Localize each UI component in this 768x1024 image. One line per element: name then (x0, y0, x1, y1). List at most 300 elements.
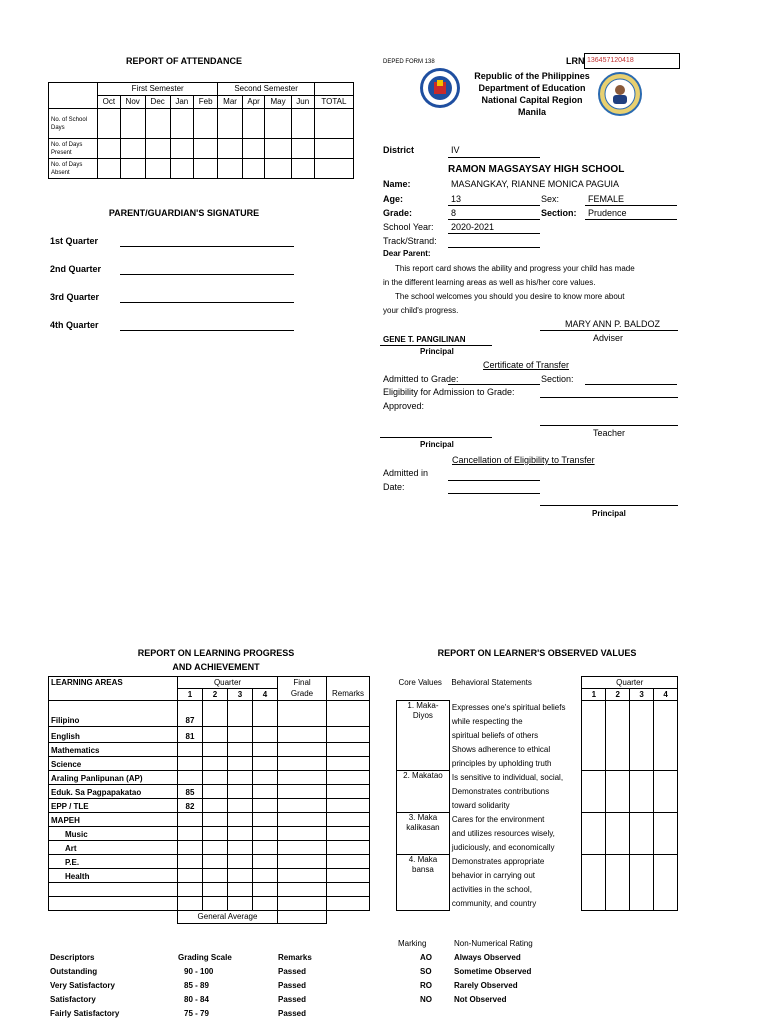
form-number: DEPED FORM 138 (383, 59, 435, 65)
grade-value: 8 (451, 208, 457, 218)
transfer-principal-label: Principal (420, 440, 454, 449)
behavior-statement: judiciously, and economically (449, 841, 582, 855)
rating-header: Non-Numerical Rating (454, 939, 533, 948)
values-row (397, 813, 678, 827)
values-rating-cell[interactable] (654, 771, 678, 813)
attendance-row-label (49, 109, 98, 139)
subject-row (49, 869, 370, 883)
grade-cell[interactable] (203, 771, 228, 785)
track-label: Track/Strand: (383, 236, 437, 246)
grade-cell[interactable] (203, 869, 228, 883)
grade-cell[interactable] (203, 827, 228, 841)
attendance-cell[interactable] (193, 159, 217, 179)
adviser-label: Adviser (593, 333, 624, 343)
attendance-cell[interactable] (242, 159, 265, 179)
grade-cell[interactable] (278, 841, 327, 855)
subject-q1-grade: 87 (178, 701, 203, 727)
behavior-statement: Is sensitive to individual, social, (449, 771, 582, 785)
grade-cell[interactable] (228, 799, 253, 813)
month-feb: Feb (193, 96, 217, 109)
section-value: Prudence (588, 208, 627, 218)
subject-row (49, 727, 370, 743)
agency-line: Department of Education (478, 83, 586, 93)
values-rating-cell[interactable] (630, 701, 654, 771)
sex-label: Sex: (541, 194, 560, 204)
subject-name: EPP / TLE (49, 799, 178, 813)
month-jan: Jan (170, 96, 193, 109)
marking-code: AO (420, 953, 432, 962)
agency-line: National Capital Region (481, 95, 583, 105)
attendance-cell[interactable] (98, 109, 121, 139)
grade-cell[interactable] (327, 785, 370, 799)
grade-cell[interactable] (327, 771, 370, 785)
total-header: TOTAL (314, 96, 353, 109)
behavior-statement: activities in the school, (449, 883, 582, 897)
dear-parent: Dear Parent: (383, 249, 431, 258)
attendance-cell[interactable] (170, 159, 193, 179)
grade-cell[interactable] (278, 785, 327, 799)
general-average-label: General Average (178, 911, 278, 924)
grade-cell[interactable] (203, 841, 228, 855)
subject-q1-grade (178, 869, 203, 883)
quarter-4-header: 4 (253, 689, 278, 701)
grade-cell[interactable] (278, 897, 327, 911)
month-oct: Oct (98, 96, 121, 109)
descriptor-cell: 80 - 84 (184, 995, 209, 1004)
core-values-header: Core Values (398, 677, 442, 687)
grade-cell[interactable] (327, 883, 370, 897)
attendance-cell[interactable] (314, 139, 353, 159)
approved-label: Approved: (383, 401, 425, 411)
values-rating-cell[interactable] (606, 813, 630, 855)
section-label: Section: (541, 208, 577, 218)
values-rating-cell[interactable] (630, 855, 654, 911)
subject-name: Eduk. Sa Pagpapakatao (49, 785, 178, 799)
deped-seal-icon (420, 68, 460, 108)
subject-name: Art (49, 841, 178, 855)
attendance-cell[interactable] (242, 139, 265, 159)
attendance-cell[interactable] (193, 109, 217, 139)
descriptor-cell: 75 - 79 (184, 1009, 209, 1018)
attendance-row-label-line: No. of Days (51, 141, 83, 148)
grade-cell[interactable] (327, 757, 370, 771)
attendance-cell[interactable] (145, 139, 170, 159)
behavior-statement: principles by upholding truth (449, 757, 582, 771)
grade-cell[interactable] (253, 785, 278, 799)
descriptor-cell: Very Satisfactory (50, 981, 115, 990)
subject-row (49, 771, 370, 785)
core-value-line: 1. Maka- (407, 701, 439, 710)
quarter-1-header: 1 (178, 689, 203, 701)
grade-cell[interactable] (203, 743, 228, 757)
subject-row (49, 785, 370, 799)
subject-q1-grade: 85 (178, 785, 203, 799)
behavior-statement: while respecting the (449, 715, 582, 729)
grade-cell[interactable] (228, 727, 253, 743)
attendance-cell[interactable] (170, 109, 193, 139)
grade-cell[interactable] (327, 869, 370, 883)
teacher-label: Teacher (593, 428, 626, 438)
descriptor-cell: 85 - 89 (184, 981, 209, 990)
values-rating-cell[interactable] (582, 855, 606, 911)
subject-q1-grade (178, 897, 203, 911)
grade-cell[interactable] (278, 701, 327, 727)
grade-cell[interactable] (327, 799, 370, 813)
values-row (397, 855, 678, 869)
subject-q1-grade (178, 827, 203, 841)
values-table (396, 676, 678, 911)
subject-row (49, 841, 370, 855)
attendance-row-label-line: No. of Days (51, 161, 83, 168)
intro-line-2: in the different learning areas as well as his/her core values. (383, 278, 596, 287)
grade-cell[interactable] (253, 771, 278, 785)
grade-cell[interactable] (203, 727, 228, 743)
marking-header: Marking (398, 939, 427, 948)
transfer-section-label: Section: (541, 374, 574, 384)
core-value-line: 4. Maka (408, 855, 438, 864)
grade-cell[interactable] (253, 883, 278, 897)
grade-cell[interactable] (278, 869, 327, 883)
grade-cell[interactable] (203, 799, 228, 813)
principal-label: Principal (420, 347, 454, 356)
subject-name: MAPEH (49, 813, 178, 827)
marking-rating: Always Observed (454, 953, 521, 962)
grade-cell[interactable] (327, 727, 370, 743)
attendance-cell[interactable] (120, 139, 145, 159)
attendance-cell[interactable] (242, 109, 265, 139)
descriptor-cell: Satisfactory (50, 995, 96, 1004)
core-value-line: kalikasan (406, 823, 440, 832)
school-year-label: School Year: (383, 222, 434, 232)
behavior-statement: Cares for the environment (449, 813, 582, 827)
core-value-name (397, 855, 450, 911)
grade-label: Grade: (383, 208, 413, 218)
grade-cell[interactable] (278, 799, 327, 813)
signature-line[interactable] (120, 274, 294, 275)
quarter-signature-label: 4th Quarter (50, 320, 99, 330)
descriptors-remarks-header: Remarks (278, 953, 312, 962)
certificate-of-transfer-title: Certificate of Transfer (483, 360, 570, 370)
grade-cell[interactable] (327, 897, 370, 911)
grade-cell[interactable] (278, 727, 327, 743)
grade-cell[interactable] (253, 743, 278, 757)
core-value-line: bansa (412, 865, 434, 874)
attendance-cell[interactable] (265, 109, 291, 139)
attendance-row-label-line: Days (51, 124, 65, 131)
behavior-statement: and utilizes resources wisely, (449, 827, 582, 841)
grade-cell[interactable] (278, 757, 327, 771)
attendance-cell[interactable] (120, 109, 145, 139)
subject-name: Music (49, 827, 178, 841)
attendance-cell[interactable] (98, 139, 121, 159)
adviser-name: MARY ANN P. BALDOZ (565, 319, 661, 329)
subject-q1-grade (178, 841, 203, 855)
grade-cell[interactable] (327, 855, 370, 869)
grade-cell[interactable] (253, 869, 278, 883)
grade-cell[interactable] (228, 771, 253, 785)
descriptor-cell: Fairly Satisfactory (50, 1009, 120, 1018)
behavior-statement: Shows adherence to ethical (449, 743, 582, 757)
marking-code: SO (420, 967, 432, 976)
grade-cell[interactable] (253, 757, 278, 771)
signature-line[interactable] (120, 330, 294, 331)
cancellation-title: Cancellation of Eligibility to Transfer (452, 455, 595, 465)
grade-cell[interactable] (327, 841, 370, 855)
school-seal-icon (598, 72, 642, 116)
signature-line[interactable] (120, 302, 294, 303)
intro-line-3: The school welcomes you should you desire to know more about (395, 292, 625, 301)
values-quarter-2: 2 (606, 689, 630, 701)
eligibility-label: Eligibility for Admission to Grade: (383, 387, 515, 397)
admitted-in-label: Admitted in (383, 468, 429, 478)
agency-line: Manila (517, 107, 546, 117)
agency-line: Republic of the Philippines (474, 71, 590, 81)
month-nov: Nov (120, 96, 145, 109)
attendance-title: REPORT OF ATTENDANCE (126, 56, 242, 66)
subject-row (49, 813, 370, 827)
descriptor-cell: Passed (278, 981, 307, 990)
attendance-cell[interactable] (265, 139, 291, 159)
grade-cell[interactable] (278, 883, 327, 897)
lrn-field[interactable]: 136457120418 (584, 53, 680, 69)
quarter-signature-label: 3rd Quarter (50, 292, 100, 302)
grade-cell[interactable] (228, 701, 253, 727)
grade-cell[interactable] (228, 785, 253, 799)
quarter-signature-label: 1st Quarter (50, 236, 99, 246)
core-value-line: 3. Maka (408, 813, 438, 822)
grade-cell[interactable] (228, 757, 253, 771)
values-rating-cell[interactable] (606, 855, 630, 911)
grade-cell[interactable] (228, 869, 253, 883)
subject-name (49, 883, 178, 897)
attendance-cell[interactable] (291, 159, 314, 179)
subject-q1-grade (178, 813, 203, 827)
grade-cell[interactable] (228, 855, 253, 869)
behavior-statement: Demonstrates appropriate (449, 855, 582, 869)
learning-title-1: REPORT ON LEARNING PROGRESS (137, 648, 295, 658)
final-header: Final (278, 677, 327, 689)
month-may: May (265, 96, 291, 109)
date-label: Date: (383, 482, 405, 492)
signature-line[interactable] (120, 246, 294, 247)
subject-q1-grade (178, 855, 203, 869)
values-quarter-1: 1 (582, 689, 606, 701)
grade-cell[interactable] (228, 883, 253, 897)
values-row (397, 701, 678, 715)
marking-code: RO (420, 981, 432, 990)
subject-row (49, 897, 370, 911)
cancellation-principal-label: Principal (592, 509, 626, 518)
grade-cell[interactable] (327, 701, 370, 727)
subject-q1-grade (178, 771, 203, 785)
values-rating-cell[interactable] (630, 813, 654, 855)
subject-name: P.E. (49, 855, 178, 869)
marking-code: NO (420, 995, 432, 1004)
grading-scale-header: Grading Scale (178, 953, 232, 962)
subject-row (49, 701, 370, 727)
age-value: 13 (451, 194, 462, 204)
intro-line-1: This report card shows the ability and progress your child has made (395, 264, 635, 273)
subject-name: English (49, 727, 178, 743)
attendance-row-label-line: Present (51, 149, 72, 156)
grade-cell[interactable] (228, 897, 253, 911)
grade-cell[interactable] (278, 813, 327, 827)
attendance-row-label-line: No. of School (51, 116, 88, 123)
values-quarter-4: 4 (654, 689, 678, 701)
subject-name: Filipino (49, 701, 178, 727)
core-value-name (397, 771, 450, 813)
school-year-value: 2020-2021 (451, 222, 495, 232)
grade-cell[interactable] (327, 827, 370, 841)
values-row (397, 771, 678, 785)
grade-cell[interactable] (228, 813, 253, 827)
admitted-to-grade-label: Admitted to Grade: (383, 374, 459, 384)
behavior-statement: behavior in carrying out (449, 869, 582, 883)
core-value-line: Diyos (412, 711, 433, 720)
grade-cell[interactable] (203, 813, 228, 827)
month-mar: Mar (218, 96, 242, 109)
subject-q1-grade (178, 743, 203, 757)
values-rating-cell[interactable] (582, 771, 606, 813)
lrn-label: LRN (566, 56, 585, 66)
grade-cell[interactable] (253, 841, 278, 855)
intro-line-4: your child's progress. (383, 306, 459, 315)
core-value-name (397, 701, 450, 771)
parent-signature-title: PARENT/GUARDIAN'S SIGNATURE (108, 208, 260, 218)
subject-q1-grade: 81 (178, 727, 203, 743)
first-semester-header: First Semester (98, 83, 218, 96)
attendance-cell[interactable] (291, 109, 314, 139)
attendance-cell[interactable] (145, 159, 170, 179)
subject-name: Araling Panlipunan (AP) (49, 771, 178, 785)
values-rating-cell[interactable] (654, 855, 678, 911)
grade-cell[interactable] (203, 897, 228, 911)
attendance-cell[interactable] (265, 159, 291, 179)
descriptor-cell: Passed (278, 995, 307, 1004)
descriptor-cell: Passed (278, 1009, 307, 1018)
student-name: MASANGKAY, RIANNE MONICA PAGUIA (451, 179, 620, 189)
subject-row (49, 743, 370, 757)
values-rating-cell[interactable] (606, 771, 630, 813)
marking-rating: Rarely Observed (454, 981, 518, 990)
subject-name: Science (49, 757, 178, 771)
grade-cell[interactable] (278, 855, 327, 869)
values-rating-cell[interactable] (582, 813, 606, 855)
subject-row (49, 799, 370, 813)
descriptors-header: Descriptors (50, 953, 95, 962)
descriptor-cell: Outstanding (50, 967, 98, 976)
behavior-statement: Expresses one's spiritual beliefs (449, 701, 582, 715)
grade-cell[interactable] (253, 855, 278, 869)
values-quarter-3: 3 (630, 689, 654, 701)
behavior-statement: Demonstrates contributions (449, 785, 582, 799)
grade-cell[interactable] (327, 743, 370, 757)
learning-table (48, 676, 370, 924)
grade-cell[interactable] (278, 827, 327, 841)
subject-row (49, 827, 370, 841)
month-dec: Dec (145, 96, 170, 109)
quarter-3-header: 3 (228, 689, 253, 701)
attendance-row-label (49, 159, 98, 179)
grade-cell[interactable] (253, 701, 278, 727)
attendance-row-label-line: Absent (51, 169, 70, 176)
remarks-header: Remarks (327, 689, 370, 701)
month-jun: Jun (291, 96, 314, 109)
behavior-statement: toward solidarity (449, 799, 582, 813)
sex-value: FEMALE (588, 194, 625, 204)
subject-q1-grade: 82 (178, 799, 203, 813)
principal-name: GENE T. PANGILINAN (383, 335, 466, 344)
behavior-statement: community, and country (449, 897, 582, 911)
grade-cell[interactable] (278, 771, 327, 785)
descriptor-cell: 90 - 100 (184, 967, 214, 976)
grade-cell[interactable] (203, 757, 228, 771)
quarter-signature-label: 2nd Quarter (50, 264, 102, 274)
grade-cell[interactable] (203, 785, 228, 799)
marking-rating: Not Observed (454, 995, 507, 1004)
values-rating-cell[interactable] (630, 771, 654, 813)
grade-cell[interactable] (278, 743, 327, 757)
grade-cell[interactable] (253, 727, 278, 743)
values-rating-cell[interactable] (654, 813, 678, 855)
attendance-cell[interactable] (218, 109, 242, 139)
grade-cell[interactable] (203, 855, 228, 869)
agency-header (462, 70, 602, 118)
grade-cell[interactable] (228, 827, 253, 841)
subject-name: Mathematics (49, 743, 178, 757)
grade-cell[interactable] (253, 897, 278, 911)
subject-name (49, 897, 178, 911)
values-rating-cell[interactable] (654, 701, 678, 771)
attendance-cell[interactable] (314, 159, 353, 179)
values-rating-cell[interactable] (606, 701, 630, 771)
grade-cell[interactable] (253, 827, 278, 841)
quarter-2-header: 2 (203, 689, 228, 701)
attendance-cell[interactable] (193, 139, 217, 159)
attendance-cell[interactable] (120, 159, 145, 179)
attendance-cell[interactable] (218, 159, 242, 179)
grade-cell[interactable] (228, 841, 253, 855)
learning-title-2: AND ACHIEVEMENT (172, 662, 260, 672)
behavior-statement: spiritual beliefs of others (449, 729, 582, 743)
grade-cell[interactable] (228, 743, 253, 757)
school-name: RAMON MAGSAYSAY HIGH SCHOOL (448, 164, 625, 175)
values-quarter-header: Quarter (582, 677, 678, 689)
age-label: Age: (383, 194, 403, 204)
attendance-table (48, 82, 354, 179)
grade-cell[interactable] (253, 813, 278, 827)
attendance-cell[interactable] (218, 139, 242, 159)
subject-q1-grade (178, 757, 203, 771)
descriptor-cell: Passed (278, 967, 307, 976)
attendance-cell[interactable] (170, 139, 193, 159)
grade-cell[interactable] (253, 799, 278, 813)
subject-name: Health (49, 869, 178, 883)
attendance-cell[interactable] (98, 159, 121, 179)
general-average-cell[interactable] (278, 911, 327, 924)
district-value: IV (451, 145, 460, 155)
values-title: REPORT ON LEARNER'S OBSERVED VALUES (437, 648, 637, 658)
attendance-cell[interactable] (314, 109, 353, 139)
grade-cell[interactable] (327, 813, 370, 827)
values-rating-cell[interactable] (582, 701, 606, 771)
behavioral-header: Behavioral Statements (451, 677, 532, 687)
grade-cell[interactable] (203, 883, 228, 897)
second-semester-header: Second Semester (218, 83, 315, 96)
grade-cell[interactable] (203, 701, 228, 727)
attendance-cell[interactable] (145, 109, 170, 139)
attendance-cell[interactable] (291, 139, 314, 159)
